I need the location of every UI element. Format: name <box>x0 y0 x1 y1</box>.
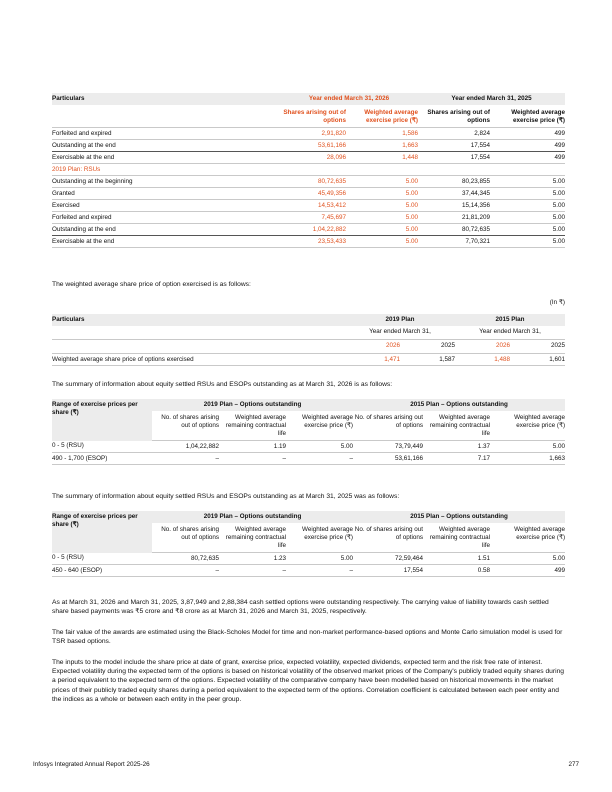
cell: 5.00 <box>346 176 418 188</box>
row-label: Weighted average share price of options exercised <box>52 354 345 366</box>
plan-2015-group: 2015 Plan – Options outstanding <box>353 399 565 411</box>
plan-2019-group: 2019 Plan – Options outstanding <box>152 511 353 523</box>
cell: 14,53,412 <box>280 200 346 212</box>
section-label: 2019 Plan: RSUs <box>52 164 565 176</box>
cell: 1.37 <box>423 441 490 453</box>
year-2026: 2026 <box>345 340 400 354</box>
year-2025: 2025 <box>400 340 455 354</box>
cell: 5.00 <box>490 236 565 248</box>
table-row <box>52 152 565 164</box>
col-shares: No. of shares arising out of options <box>152 523 219 553</box>
row-label: 0 - 5 (RSU) <box>52 553 152 565</box>
col-shares-2026: Shares arising out of options <box>280 105 346 128</box>
year-2026-header: Year ended March 31, 2026 <box>280 93 418 105</box>
row-label: Forfeited and expired <box>52 128 280 140</box>
cell: 28,096 <box>280 152 346 164</box>
col-price: Weighted average exercise price (₹) <box>490 411 565 441</box>
table-header-row <box>52 314 565 326</box>
cell: 1,471 <box>345 354 400 366</box>
col-shares: No. of shares arising out of options <box>152 411 219 441</box>
row-label: 490 - 1,700 (ESOP) <box>52 453 152 465</box>
cell: 80,72,635 <box>152 553 219 565</box>
paragraph-weighted-price: The weighted average share price of option exercised is as follows: <box>52 281 251 288</box>
cell: 5.00 <box>346 212 418 224</box>
range-header: Range of exercise prices per share (₹) <box>52 511 152 553</box>
cell: 1,663 <box>346 140 418 152</box>
column-header-row <box>52 105 565 128</box>
row-label: Exercisable at the end <box>52 152 280 164</box>
table-row <box>52 236 565 248</box>
cell: 80,72,635 <box>418 224 490 236</box>
plan-2019-group: 2019 Plan – Options outstanding <box>152 399 353 411</box>
col-shares-2025: Shares arising out of options <box>418 105 490 128</box>
range-header: Range of exercise prices per share (₹) <box>52 399 152 441</box>
cell: 5.00 <box>490 224 565 236</box>
paragraph-model-inputs: The inputs to the model include the share price at date of grant, exercise price, expected volatility, expected dividends, expected term and the risk free rate of interest. Expected volatility during the expected term of the options is based on historical volatility of the observed market prices of the Company's publicly traded equity shares during a period equivalent to the expected term of the options. Expected volatility of the comparative company have been modelled based on historical movements in the market prices of their publicly traded equity shares during a period equivalent to the expected term of the options. Correlation coefficient is calculated between each peer entity and the indices as a whole or between each entity in the peer group. <box>52 659 565 703</box>
cell: 45,49,356 <box>280 188 346 200</box>
cell: 23,53,433 <box>280 236 346 248</box>
col-shares: No. of shares arising out of options <box>353 523 423 553</box>
row-label: Forfeited and expired <box>52 212 280 224</box>
table-row <box>52 441 565 453</box>
weighted-share-price-table <box>52 314 565 366</box>
paragraph-summary-2026: The summary of information about equity settled RSUs and ESOPs outstanding as at March 31, 2026 is as follows: <box>52 381 393 388</box>
col-price: Weighted average exercise price (₹) <box>490 523 565 553</box>
col-life: Weighted average remaining contractual life <box>423 411 490 441</box>
year-values-row <box>52 340 565 354</box>
cell: 499 <box>490 140 565 152</box>
cell: 0.58 <box>423 565 490 577</box>
outstanding-2025-table <box>52 511 565 577</box>
col-life: Weighted average remaining contractual life <box>423 523 490 553</box>
table-row <box>52 354 565 366</box>
footer-report-title: Infosys Integrated Annual Report 2025-26 <box>33 761 150 768</box>
table-row <box>52 212 565 224</box>
cell: 5.00 <box>490 553 565 565</box>
cell: 80,23,855 <box>418 176 490 188</box>
cell: 499 <box>490 152 565 164</box>
cell: 73,79,449 <box>353 441 423 453</box>
particulars-header: Particulars <box>52 93 280 105</box>
cell: 1,04,22,882 <box>152 441 219 453</box>
row-label: 450 - 640 (ESOP) <box>52 565 152 577</box>
cell: – <box>152 453 219 465</box>
table-row <box>52 128 565 140</box>
cell: 1,601 <box>510 354 565 366</box>
cell: – <box>286 453 353 465</box>
col-price-2026: Weighted average exercise price (₹) <box>346 105 418 128</box>
particulars-header: Particulars <box>52 314 345 326</box>
cell: 5.00 <box>490 176 565 188</box>
row-label: 0 - 5 (RSU) <box>52 441 152 453</box>
cell: 21,81,209 <box>418 212 490 224</box>
cell: 1,04,22,882 <box>280 224 346 236</box>
year-2025: 2025 <box>510 340 565 354</box>
cell: 72,59,464 <box>353 553 423 565</box>
outstanding-2026-table <box>52 399 565 465</box>
cell: 1,663 <box>490 453 565 465</box>
year-label: Year ended March 31, <box>345 326 455 340</box>
cell: 17,554 <box>418 152 490 164</box>
cell: 1,448 <box>346 152 418 164</box>
cell: 1,586 <box>346 128 418 140</box>
cell: – <box>286 565 353 577</box>
year-label: Year ended March 31, <box>455 326 565 340</box>
share-options-table <box>52 93 565 248</box>
plan-2015-header: 2015 Plan <box>455 314 565 326</box>
cell: 5.00 <box>490 188 565 200</box>
cell: 5.00 <box>490 441 565 453</box>
year-2026: 2026 <box>455 340 510 354</box>
paragraph-cash-settled: As at March 31, 2026 and March 31, 2025, 3,87,949 and 2,88,384 cash settled options were outstanding respectively. The carrying value of liability towards cash settled share based payments was ₹5 crore and ₹8 crore as at March 31, 2026 and March 31, 2025, respectively. <box>52 599 549 616</box>
col-price: Weighted average exercise price (₹) <box>286 523 353 553</box>
unit-label: (In ₹) <box>549 299 565 306</box>
table-row <box>52 453 565 465</box>
cell: 1,587 <box>400 354 455 366</box>
cell: 1.19 <box>219 441 286 453</box>
cell: 80,72,635 <box>280 176 346 188</box>
cell: 5.00 <box>286 553 353 565</box>
col-shares: No. of shares arising out of options <box>353 411 423 441</box>
cell: 2,824 <box>418 128 490 140</box>
table-row <box>52 224 565 236</box>
table-header-row <box>52 511 565 523</box>
cell: 53,61,166 <box>280 140 346 152</box>
row-label: Granted <box>52 188 280 200</box>
col-price: Weighted average exercise price (₹) <box>286 411 353 441</box>
cell: – <box>219 565 286 577</box>
cell: 7,45,697 <box>280 212 346 224</box>
cell: 5.00 <box>286 441 353 453</box>
table-row <box>52 188 565 200</box>
cell: 7.17 <box>423 453 490 465</box>
cell: 1.51 <box>423 553 490 565</box>
cell: 17,554 <box>418 140 490 152</box>
cell: 5.00 <box>346 224 418 236</box>
year-2025-header: Year ended March 31, 2025 <box>418 93 565 105</box>
row-label: Exercised <box>52 200 280 212</box>
row-label: Exercisable at the end <box>52 236 280 248</box>
page-number: 277 <box>568 761 579 768</box>
col-life: Weighted average remaining contractual life <box>219 411 286 441</box>
cell: 5.00 <box>346 188 418 200</box>
cell: 5.00 <box>346 236 418 248</box>
table-row <box>52 553 565 565</box>
table-row <box>52 176 565 188</box>
row-label: Outstanding at the end <box>52 140 280 152</box>
cell: – <box>152 565 219 577</box>
section-row <box>52 164 565 176</box>
col-price-2025: Weighted average exercise price (₹) <box>490 105 565 128</box>
cell: 499 <box>490 565 565 577</box>
col-life: Weighted average remaining contractual life <box>219 523 286 553</box>
row-label: Outstanding at the beginning <box>52 176 280 188</box>
table-row <box>52 565 565 577</box>
paragraph-summary-2025: The summary of information about equity settled RSUs and ESOPs outstanding as at March 31, 2025 was as follows: <box>52 493 400 500</box>
cell: 5.00 <box>490 212 565 224</box>
cell: 5.00 <box>490 200 565 212</box>
table-header-row <box>52 399 565 411</box>
cell: 17,554 <box>353 565 423 577</box>
cell: 15,14,356 <box>418 200 490 212</box>
table-header-row <box>52 93 565 105</box>
paragraph-fair-value: The fair value of the awards are estimated using the Black-Scholes Model for time and non-market performance-based options and Monte Carlo simulation model is used for TSR based options. <box>52 629 563 646</box>
cell: 1,488 <box>455 354 510 366</box>
table-row <box>52 200 565 212</box>
cell: 53,61,166 <box>353 453 423 465</box>
cell: 2,91,820 <box>280 128 346 140</box>
plan-2015-group: 2015 Plan – Options outstanding <box>353 511 565 523</box>
cell: 499 <box>490 128 565 140</box>
row-label: Outstanding at the end <box>52 224 280 236</box>
table-row <box>52 140 565 152</box>
cell: 37,44,345 <box>418 188 490 200</box>
cell: 7,70,321 <box>418 236 490 248</box>
cell: 1.23 <box>219 553 286 565</box>
cell: 5.00 <box>346 200 418 212</box>
plan-2019-header: 2019 Plan <box>345 314 455 326</box>
cell: – <box>219 453 286 465</box>
year-header-row <box>52 326 565 340</box>
